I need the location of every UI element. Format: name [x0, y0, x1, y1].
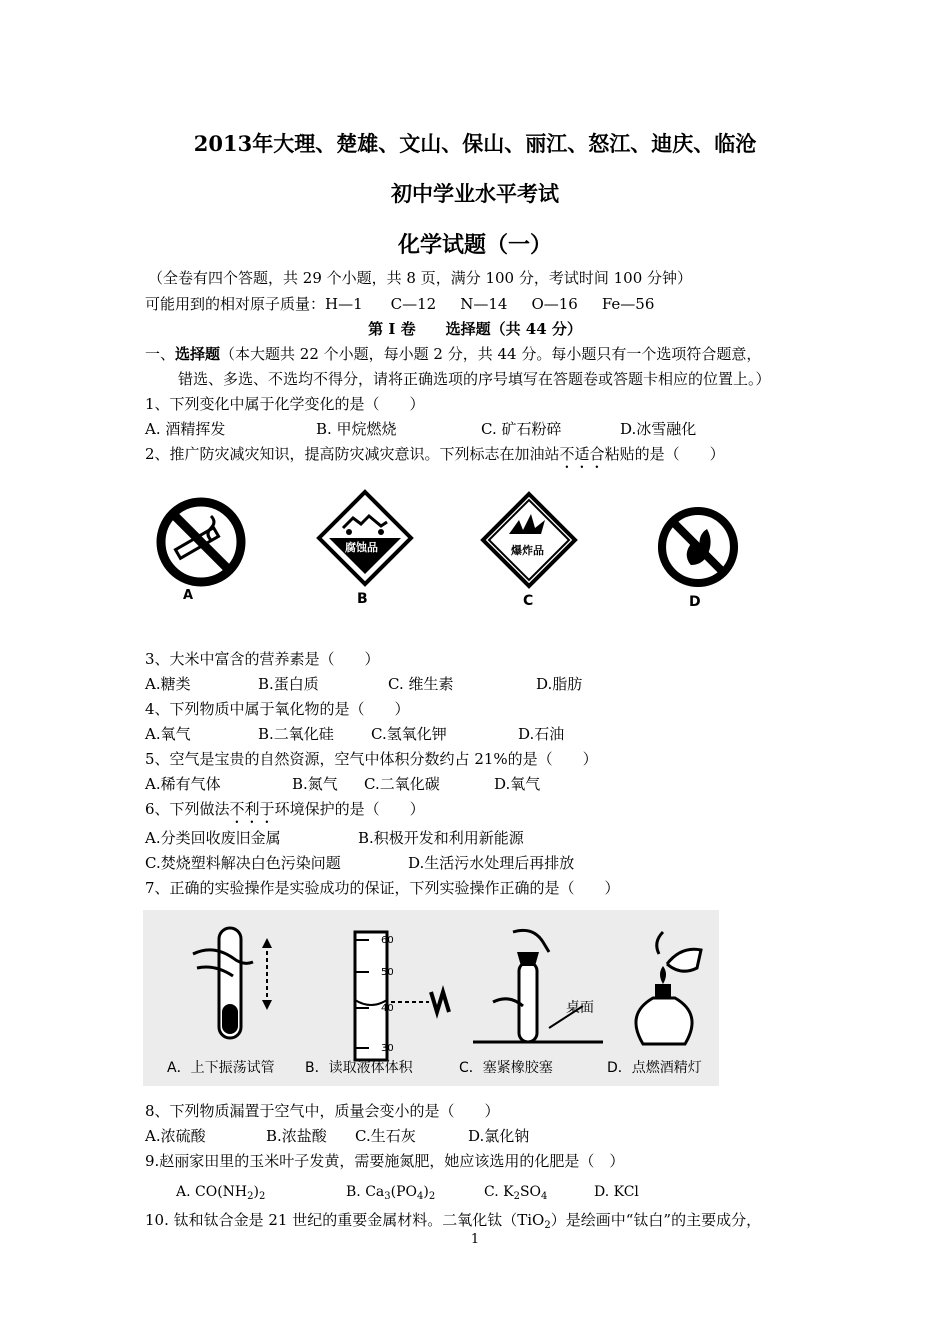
alcohol-lamp-icon	[613, 924, 713, 1054]
page-number: 1	[470, 1232, 480, 1247]
no-smoking-sign-icon	[153, 494, 253, 594]
question-7-stem: 7、正确的实验操作是实验成功的保证，下列实验操作正确的是（ ）	[145, 879, 620, 897]
q6-option-b: B.积极开发和利用新能源	[358, 829, 524, 847]
q4-option-a: A.氧气	[145, 725, 191, 743]
q7-caption-b: B．读取液体体积	[305, 1060, 413, 1076]
q2-label-d: D	[689, 594, 701, 610]
q9-option-c	[484, 1184, 547, 1202]
tick-60: 60	[381, 935, 394, 946]
q8-option-a: A.浓硫酸	[145, 1127, 206, 1145]
question-9-stem: 9.赵丽家田里的玉米叶子发黄，需要施氮肥，她应该选用的化肥是（ ）	[145, 1152, 625, 1170]
q9-b-sub3: 2	[428, 1191, 436, 1202]
section-heading-rest: （本大题共 22 个小题，每小题 2 分，共 44 分。每小题只有一个选项符合题意，	[220, 345, 762, 363]
q5-option-a: A.稀有气体	[145, 775, 221, 793]
q2-stem-b: 粘贴的是（ ）	[604, 445, 725, 463]
q6-option-c: C.焚烧塑料解决白色污染问题	[145, 854, 341, 872]
atomic-mass-line	[145, 293, 654, 314]
question-5-stem: 5、空气是宝贵的自然资源，空气中体积分数约占 21%的是（ ）	[145, 750, 598, 768]
q8-option-c: C.生石灰	[355, 1127, 416, 1145]
q2-label-b: B	[357, 591, 368, 607]
question-8-stem: 8、下列物质漏置于空气中，质量会变小的是（ ）	[145, 1102, 500, 1120]
graduated-cylinder-icon	[333, 930, 463, 1065]
exam-title-line1: 2013年大理、楚雄、文山、保山、丽江、怒江、迪庆、临沧	[193, 131, 757, 156]
q9-a-sub2: 2	[258, 1191, 266, 1202]
atomic-fe: Fe—56	[601, 295, 655, 313]
tick-30: 30	[381, 1043, 394, 1054]
q8-option-b: B.浓盐酸	[266, 1127, 327, 1145]
desk-label: 桌面	[566, 1000, 594, 1016]
q6-stem-a: 6、下列做法	[145, 800, 230, 818]
q9-b-text2: (PO	[390, 1184, 417, 1200]
question-6-stem	[145, 798, 425, 827]
q2-label-c: C	[523, 593, 534, 609]
exam-title-line2: 初中学业水平考试	[391, 181, 559, 206]
exam-title-line3: 化学试题（一）	[397, 232, 552, 258]
q7-lab-operations-figure	[143, 910, 719, 1086]
section-heading-num: 一、	[145, 345, 176, 363]
q8-option-d: D.氯化钠	[468, 1127, 530, 1145]
q6-stem-emphasis: 不利于	[229, 800, 275, 818]
q3-option-b: B.蛋白质	[258, 675, 319, 693]
q3-option-a: A.糖类	[145, 675, 191, 693]
q9-b-sub2: 4	[416, 1191, 424, 1202]
corrosive-sign-icon	[315, 488, 415, 588]
tick-50: 50	[381, 967, 394, 978]
q5-option-d: D.氧气	[494, 775, 541, 793]
q5-option-c: C.二氧化碳	[364, 775, 440, 793]
question-1-stem: 1、下列变化中属于化学变化的是（ ）	[145, 395, 425, 413]
question-3-stem: 3、大米中富含的营养素是（ ）	[145, 650, 380, 668]
q9-c-sub2: 4	[541, 1191, 548, 1202]
atomic-n: N—14	[460, 295, 508, 313]
question-2-stem	[145, 443, 725, 472]
q1-option-b: B. 甲烷燃烧	[316, 420, 397, 438]
q10-stem-a: 10. 钛和钛合金是 21 世纪的重要金属材料。二氧化钛（TiO	[145, 1211, 545, 1229]
q7-caption-c: C．塞紧橡胶塞	[459, 1060, 553, 1076]
q2-label-a: A	[183, 588, 194, 603]
section-heading-line2: 错选、多选、不选均不得分，请将正确选项的序号填写在答题卷或答题卡相应的位置上。）	[178, 370, 771, 388]
q9-option-d	[594, 1184, 639, 1200]
q9-option-a	[176, 1184, 265, 1202]
q9-a-text2: )	[253, 1184, 259, 1200]
question-10-stem	[145, 1209, 761, 1231]
q2-stem-a: 2、推广防灾减灾知识，提高防灾减灾意识。下列标志在加油站	[145, 445, 560, 463]
q2-safety-signs	[143, 488, 733, 618]
q6-option-a: A.分类回收废旧金属	[145, 829, 281, 847]
q2-explosive-text: 爆炸品	[511, 544, 544, 557]
atomic-mass-label: 可能用到的相对原子质量：	[145, 295, 326, 313]
q9-b-text: B. Ca	[346, 1184, 385, 1200]
no-fire-sign-icon	[653, 502, 743, 592]
test-tube-shake-icon	[183, 924, 283, 1054]
q9-b-text3: )	[423, 1184, 429, 1200]
q9-option-b	[346, 1184, 435, 1202]
q1-option-c: C. 矿石粉碎	[481, 420, 562, 438]
q9-b-sub1: 3	[384, 1191, 391, 1202]
q3-option-d: D.脂肪	[536, 675, 583, 693]
q4-option-c: C.氢氧化钾	[371, 725, 447, 743]
q4-option-b: B.二氧化硅	[258, 725, 334, 743]
q6-stem-b: 环境保护的是（ ）	[274, 800, 425, 818]
atomic-c: C—12	[390, 295, 437, 313]
tick-40: 40	[381, 1003, 394, 1014]
q9-a-sub1: 2	[247, 1191, 254, 1202]
section-heading	[145, 343, 761, 364]
question-4-stem: 4、下列物质中属于氧化物的是（ ）	[145, 700, 410, 718]
section-title: 第 I 卷 选择题（共 44 分）	[368, 320, 582, 338]
q9-c-sub1: 2	[513, 1191, 520, 1202]
q10-stem-b: ）是绘画中“钛白”的主要成分，	[550, 1211, 762, 1229]
exam-note: （全卷有四个答题，共 29 个小题，共 8 页，满分 100 分，考试时间 100 分钟）	[148, 269, 693, 287]
q9-c-text: C. K	[484, 1184, 514, 1200]
q1-option-d: D.冰雪融化	[620, 420, 697, 438]
atomic-o: O—16	[531, 295, 578, 313]
q4-option-d: D.石油	[518, 725, 565, 743]
q9-d-text: D. KCl	[594, 1184, 639, 1200]
q2-stem-emphasis: 不适合	[559, 445, 605, 463]
q5-option-b: B.氮气	[292, 775, 338, 793]
q9-a-text: A. CO(NH	[176, 1184, 248, 1200]
q3-option-c: C. 维生素	[388, 675, 454, 693]
stopper-on-desk-icon	[473, 922, 603, 1057]
q6-option-d: D.生活污水处理后再排放	[408, 854, 575, 872]
q2-corrosive-text: 腐蚀品	[345, 541, 378, 554]
atomic-h: H—1	[325, 295, 363, 313]
q7-caption-d: D．点燃酒精灯	[607, 1060, 702, 1076]
q1-option-a: A. 酒精挥发	[145, 420, 226, 438]
section-heading-bold: 选择题	[175, 345, 221, 363]
explosive-sign-icon	[479, 490, 579, 590]
q9-c-text2: SO	[519, 1184, 542, 1200]
q7-caption-a: A．上下振荡试管	[167, 1060, 275, 1076]
q10-stem-sub: 2	[544, 1220, 551, 1231]
